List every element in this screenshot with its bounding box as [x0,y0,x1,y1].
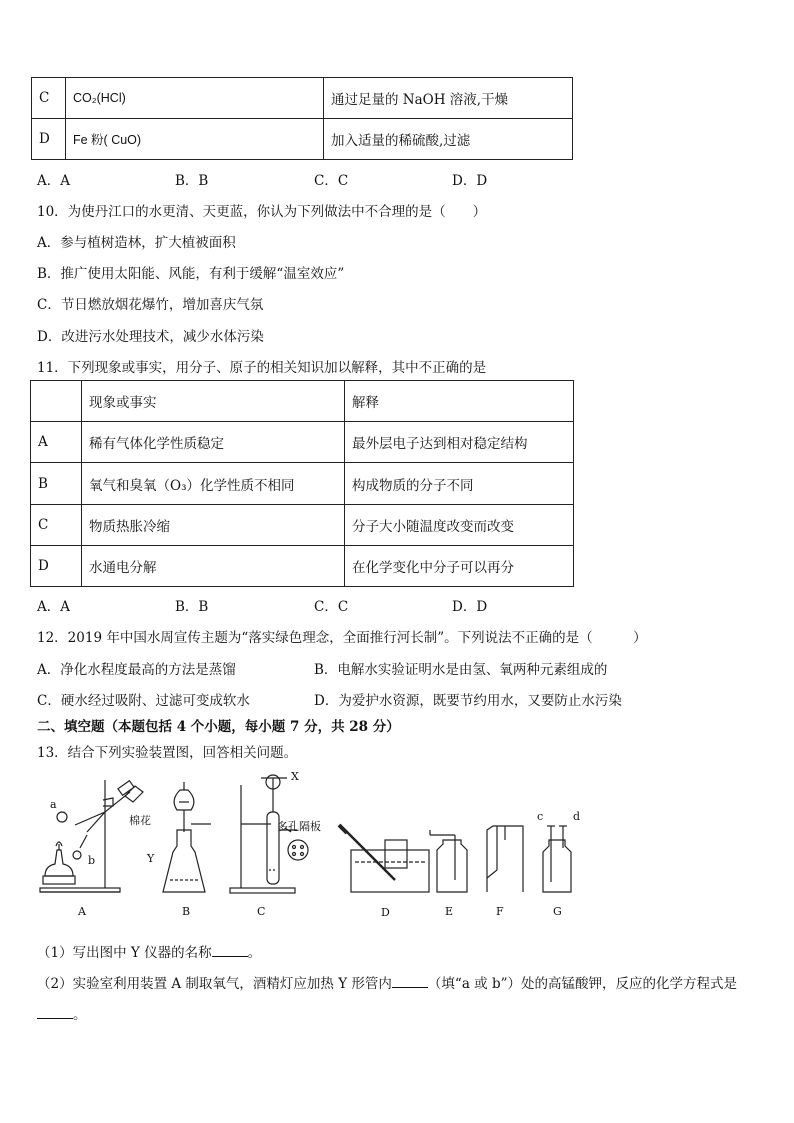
label-x: X [291,770,299,783]
apparatus-e [430,830,467,892]
label-apparatus-e: E [445,905,454,918]
table-header-fact: 现象或事实 [82,381,345,422]
option-b[interactable]: B．B [175,599,209,615]
option-a[interactable]: A．A [37,173,70,189]
q13-sub2-mid: （填“a 或 b”）处的高锰酸钾，反应的化学方程式是 [427,976,737,992]
option-a[interactable]: A．A [37,599,70,615]
table-cell-explain: 分子大小随温度改变而改变 [345,505,574,546]
apparatus-g [543,826,571,892]
label-cotton: 棉花 [129,814,151,827]
porous-plate-icon [288,840,308,860]
label-d-tube: d [573,810,581,823]
q12-option-b[interactable]: B．电解水实验证明水是由氢、氧两种元素组成的 [314,662,608,678]
apparatus-a [40,780,143,892]
table-cell-label: D [31,546,82,587]
label-y: Y [147,852,155,865]
q10-option-d[interactable]: D．改进污水处理技术，减少水体污染 [37,329,264,345]
section-title: 二、填空题（本题包括 4 个小题，每小题 7 分，共 28 分） [37,719,400,735]
apparatus-c [230,775,297,893]
answer-blank[interactable] [392,975,428,988]
q13-sub2 [37,972,737,992]
q11-stem: 11．下列现象或事实，用分子、原子的相关知识加以解释，其中不正确的是 [37,360,487,376]
table-cell-fact: 水通电分解 [82,546,345,587]
label-apparatus-b: B [182,905,191,918]
q10-option-a[interactable]: A．参与植树造林，扩大植被面积 [37,235,236,251]
lab-apparatus-figure [35,770,595,920]
answer-blank[interactable] [212,944,248,957]
table-cell-label: B [31,463,82,505]
table-cell-explain: 构成物质的分子不同 [345,463,574,505]
table-cell-method: 加入适量的稀硫酸,过滤 [324,119,573,160]
q12-option-d[interactable]: D．为爱护水资源，既要节约用水，又要防止水污染 [314,693,622,709]
q13-sub2-end: 。 [73,1007,87,1023]
q13-sub1-end: 。 [247,945,262,961]
option-d[interactable]: D．D [452,599,488,615]
table-cell-fact: 氧气和臭氧（O₃）化学性质不相同 [82,463,345,505]
label-a: a [50,798,57,811]
label-b: b [88,854,96,867]
answer-blank[interactable] [37,1006,73,1019]
q13-sub1-text: （1）写出图中 Y 仪器的名称 [37,945,212,961]
q13-sub2-text: （2）实验室利用装置 A 制取氧气，酒精灯应加热 Y 形管内 [37,976,392,992]
table-header-blank [31,381,82,422]
option-c[interactable]: C．C [314,173,349,189]
q10-option-c[interactable]: C．节日燃放烟花爆竹，增加喜庆气氛 [37,297,264,313]
apparatus-f [487,826,523,892]
q12-option-c[interactable]: C．硬水经过吸附、过滤可变成软水 [37,693,250,709]
label-apparatus-d: D [381,906,390,919]
apparatus-d [339,825,429,892]
table-cell-label: D [32,119,66,160]
table-cell-explain: 在化学变化中分子可以再分 [345,546,574,587]
table-cell-substance: Fe 粉( CuO) [66,119,324,160]
q10-stem: 10．为使丹江口的水更清、天更蓝，你认为下列做法中不合理的是（ ） [37,204,487,220]
label-porous-plate: 多孔隔板 [277,820,321,833]
q11-table [30,380,574,587]
label-apparatus-f: F [496,905,504,918]
label-apparatus-c: C [257,905,266,918]
label-apparatus-a: A [78,905,86,918]
option-b[interactable]: B．B [175,173,209,189]
q13-sub2-cont [37,1003,87,1023]
table-cell-explain: 最外层电子达到相对稳定结构 [345,422,574,463]
table-cell-fact: 物质热胀冷缩 [82,505,345,546]
separation-table [31,77,573,160]
table-header-explain: 解释 [345,381,574,422]
q12-option-a[interactable]: A．净化水程度最高的方法是蒸馏 [37,662,236,678]
table-cell-substance: CO₂(HCl) [66,78,324,119]
option-d[interactable]: D．D [452,173,488,189]
q12-stem: 12．2019 年中国水周宣传主题为“落实绿色理念，全面推行河长制”。下列说法不正确的是（ ） [37,630,647,646]
label-apparatus-g: G [553,905,562,918]
option-c[interactable]: C．C [314,599,349,615]
q13-sub1 [37,941,261,961]
apparatus-b [163,782,211,892]
table-cell-label: C [31,505,82,546]
label-c-tube: c [537,810,544,823]
table-cell-fact: 稀有气体化学性质稳定 [82,422,345,463]
q13-stem: 13．结合下列实验装置图，回答相关问题。 [37,745,298,761]
table-cell-label: C [32,78,66,119]
q10-option-b[interactable]: B．推广使用太阳能、风能，有利于缓解“温室效应” [37,266,345,282]
table-cell-method: 通过足量的 NaOH 溶液,干燥 [324,78,573,119]
table-cell-label: A [31,422,82,463]
